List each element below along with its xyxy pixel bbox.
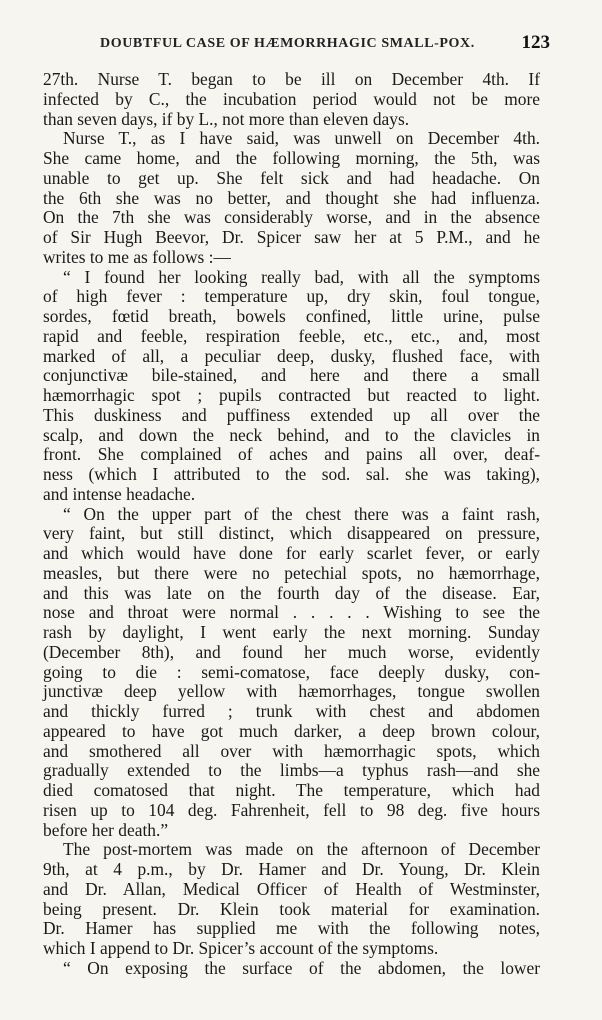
text-line: 27th. Nurse T. began to be ill on December 4th. If (43, 69, 540, 89)
text-line: 9th, at 4 p.m., by Dr. Hamer and Dr. Young, Dr. Klein (43, 859, 540, 879)
text-line: She came home, and the following morning, the 5th, was (43, 148, 540, 168)
text-line: going to die : semi-comatose, face deeply dusky, con- (43, 661, 540, 682)
text-line: hæmorrhagic spot ; pupils contracted but reacted to light. (43, 385, 540, 405)
text-line: and thickly furred ; trunk with chest and abdomen (43, 701, 540, 721)
running-header (100, 32, 550, 56)
text-line: nose and throat were normal . . . . . Wishing to see the (43, 602, 540, 623)
text-line: The post-mortem was made on the afternoon of December (63, 839, 540, 860)
text-line: rash by daylight, I went early the next morning. Sunday (43, 622, 540, 642)
text-line: and smothered all over with hæmorrhagic spots, which (43, 740, 540, 761)
text-line: before her death.” (43, 819, 169, 840)
text-line: Dr. Hamer has supplied me with the following notes, (43, 918, 540, 939)
text-line: ness (which I attributed to the sod. sal. she was taking), (43, 464, 540, 484)
text-line: being present. Dr. Klein took material for examination. (43, 898, 540, 919)
text-line: and intense headache. (43, 483, 196, 504)
text-line: died comatosed that night. The temperature, which had (43, 780, 540, 800)
text-line: writes to me as follows :— (43, 246, 231, 267)
text-line: of Sir Hugh Beevor, Dr. Spicer saw her at 5 P.M., and he (43, 227, 540, 247)
text-line: “ On the upper part of the chest there was a faint rash, (63, 503, 540, 524)
text-line: “ On exposing the surface of the abdomen, the lower (63, 957, 540, 978)
text-line: front. She complained of aches and pains all over, deaf- (43, 444, 540, 465)
text-line: gradually extended to the limbs—a typhus rash—and she (43, 760, 540, 781)
text-line: (December 8th), and found her much worse, evidently (43, 641, 540, 662)
text-line: measles, but there were no petechial spots, no hæmorrhage, (43, 562, 540, 583)
text-line: “ I found her looking really bad, with all the symptoms (63, 266, 540, 287)
text-line: Nurse T., as I have said, was unwell on December 4th. (63, 128, 540, 149)
text-line: appeared to have got much darker, a deep brown colour, (43, 720, 540, 741)
text-line: and which would have done for early scarlet fever, or early (43, 543, 540, 563)
text-line: the 6th she was no better, and thought she had influenza. (43, 187, 540, 208)
page-number: 123 (521, 32, 550, 53)
text-line: rapid and feeble, respiration feeble, etc., etc., and, most (43, 325, 540, 346)
text-line: than seven days, if by L., not more than eleven days. (43, 108, 410, 129)
text-line: very faint, but still distinct, which disappeared on pressure, (43, 523, 540, 544)
text-line: and Dr. Allan, Medical Officer of Health of Westminster, (43, 878, 540, 899)
text-line: sordes, fœtid breath, bowels confined, little urine, pulse (43, 306, 540, 326)
body-text (43, 70, 540, 979)
text-line: marked of all, a peculiar deep, dusky, flushed face, with (43, 345, 540, 366)
text-line: risen up to 104 deg. Fahrenheit, fell to 98 deg. five hours (43, 799, 540, 820)
running-title: DOUBTFUL CASE OF HÆMORRHAGIC SMALL-POX. (100, 36, 475, 51)
text-line: which I append to Dr. Spicer’s account of the symptoms. (43, 938, 439, 958)
text-line: On the 7th she was considerably worse, and in the absence (43, 207, 540, 228)
text-line: of high fever : temperature up, dry skin, foul tongue, (43, 286, 540, 307)
text-line: infected by C., the incubation period would not be more (43, 88, 540, 109)
text-line: conjunctivæ bile-stained, and here and there a small (43, 365, 540, 386)
text-line: This duskiness and puffiness extended up all over the (43, 404, 540, 425)
text-line: unable to get up. She felt sick and had headache. On (43, 167, 540, 188)
text-line: scalp, and down the neck behind, and to the clavicles in (43, 424, 540, 445)
text-line: junctivæ deep yellow with hæmorrhages, tongue swollen (43, 681, 540, 702)
text-line: and this was late on the fourth day of the disease. Ear, (43, 582, 540, 603)
